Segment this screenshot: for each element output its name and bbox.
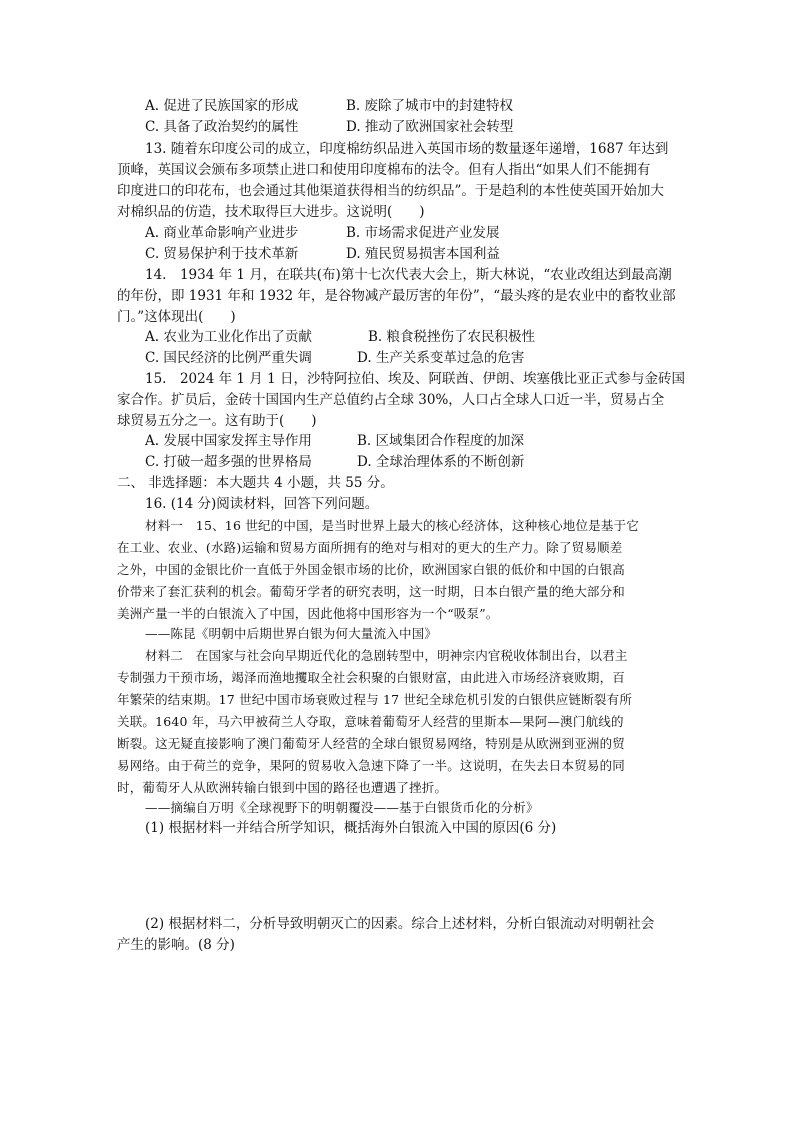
q13-option-b: B. 市场需求促进产业发展 [346,225,500,241]
material1-source: ——陈昆《明朝中后期世界白银为何大量流入中国》 [145,626,438,641]
q14-stem-line1: 14. 1934 年 1 月，在联共(布)第十七次代表大会上，斯大林说，“农业改组达到最高潮 [145,267,672,283]
q14-option-b: B. 粮食税挫伤了农民积极性 [368,329,536,345]
material1-line4: 价带来了套汇获利的机会。葡萄牙学者的研究表明，这一时期，日本白银产量的绝大部分和 [117,584,626,599]
q15-option-b: B. 区域集团合作程度的加深 [357,433,525,449]
q16-sub2-line1: (2) 根据材料二，分析导致明朝灭亡的因素。综合上述材料，分析白银流动对明朝社会 [145,916,655,932]
q13-option-d: D. 殖民贸易损害本国利益 [346,246,500,262]
q12-option-b: B. 废除了城市中的封建特权 [346,98,514,114]
material2-line2: 专制强力干预市场，竭泽而渔地攫取全社会积聚的白银财富，由此进入市场经济衰败期，百 [117,670,626,685]
material1-line1: 材料一 15、16 世纪的中国，是当时世界上最大的核心经济体，这种核心地位是基于它 [145,518,639,533]
material1-line2: 在工业、农业、(水路)运输和贸易方面所拥有的绝对与相对的更大的生产力。除了贸易顺差 [117,540,623,555]
material1-line5: 美洲产量一半的白银流入了中国，因此他将中国形容为一个“吸泵”。 [117,606,499,621]
section-heading: 二、 非选择题：本大题共 4 小题，共 55 分。 [117,475,394,491]
q12-option-a: A. 促进了民族国家的形成 [145,98,299,114]
q15-option-a: A. 发展中国家发挥主导作用 [145,433,312,449]
q14-option-d: D. 生产关系变革过急的危害 [357,350,525,366]
q13-stem-line3: 印度进口的印花布，也会通过其他渠道获得相当的纺织品”。于是趋利的本性使英国开始加大 [117,183,664,199]
material1-line3: 之外，中国的金银比价一直低于外国金银市场的比价，欧洲国家白银的低价和中国的白银高 [117,562,626,577]
q13-option-c: C. 贸易保护利于技术革新 [145,246,299,262]
material2-line7: 时，葡萄牙人从欧洲转输白银到中国的路径也遭遇了挫折。 [117,780,448,795]
q15-option-c: C. 打破一超多强的世界格局 [145,454,312,470]
q15-option-d: D. 全球治理体系的不断创新 [357,454,525,470]
q12-option-c: C. 具备了政治契约的属性 [145,119,299,135]
q14-option-a: A. 农业为工业化作出了贡献 [145,329,312,345]
q14-stem-line2: 的年份，即 1931 年和 1932 年，是谷物减产最厉害的年份”，“最头疼的是农业中的畜牧业部 [117,288,676,304]
q16-sub2-line2: 产生的影响。(8 分) [117,937,235,953]
q15-stem-line3: 球贸易五分之一。这有助于( ) [117,413,317,429]
q13-stem-line2: 顶峰，英国议会颁布多项禁止进口和使用印度棉布的法令。但有人指出“如果人们不能拥有 [117,162,651,178]
material2-line6: 易网络。由于荷兰的竞争，果阿的贸易收入急速下降了一半。这说明，在失去日本贸易的同 [117,758,626,773]
material2-source: ——摘编自万明《全球视野下的明朝覆没——基于白银货币化的分析》 [145,800,539,815]
q14-option-c: C. 国民经济的比例严重失调 [145,350,312,366]
material2-line5: 断裂。这无疑直接影响了澳门葡萄牙人经营的全球白银贸易网络，特别是从欧洲到亚洲的贸 [117,736,626,751]
q14-stem-line3: 门。”这体现出( ) [117,309,236,325]
q13-stem-line4: 对棉织品的仿造，技术取得巨大进步。这说明( ) [117,204,425,220]
q13-stem-line1: 13. 随着东印度公司的成立，印度棉纺织品进入英国市场的数量逐年递增，1687 年达到 [145,141,669,157]
material2-line1: 材料二 在国家与社会向早期近代化的急剧转型中，明神宗内官税收体制出台，以君主 [145,648,628,663]
q16-stem: 16. (14 分)阅读材料，回答下列问题。 [145,496,379,512]
q12-option-d: D. 推动了欧洲国家社会转型 [346,119,514,135]
q15-stem-line2: 家合作。扩员后，金砖十国国内生产总值约占全球 30%，人口占全球人口近一半，贸易占全 [117,392,665,408]
material2-line3: 年繁荣的结束期。17 世纪中国市场衰败过程与 17 世纪全球危机引发的白银供应链断裂有所 [117,692,633,707]
q16-sub1: (1) 根据材料一并结合所学知识，概括海外白银流入中国的原因(6 分) [145,820,557,836]
q13-option-a: A. 商业革命影响产业进步 [145,225,299,241]
material2-line4: 关联。1640 年，马六甲被荷兰人夺取，意味着葡萄牙人经营的里斯本—果阿—澳门航线的 [117,714,624,729]
q15-stem-line1: 15. 2024 年 1 月 1 日，沙特阿拉伯、埃及、阿联酋、伊朗、埃塞俄比亚正式参与金砖国 [145,371,685,387]
